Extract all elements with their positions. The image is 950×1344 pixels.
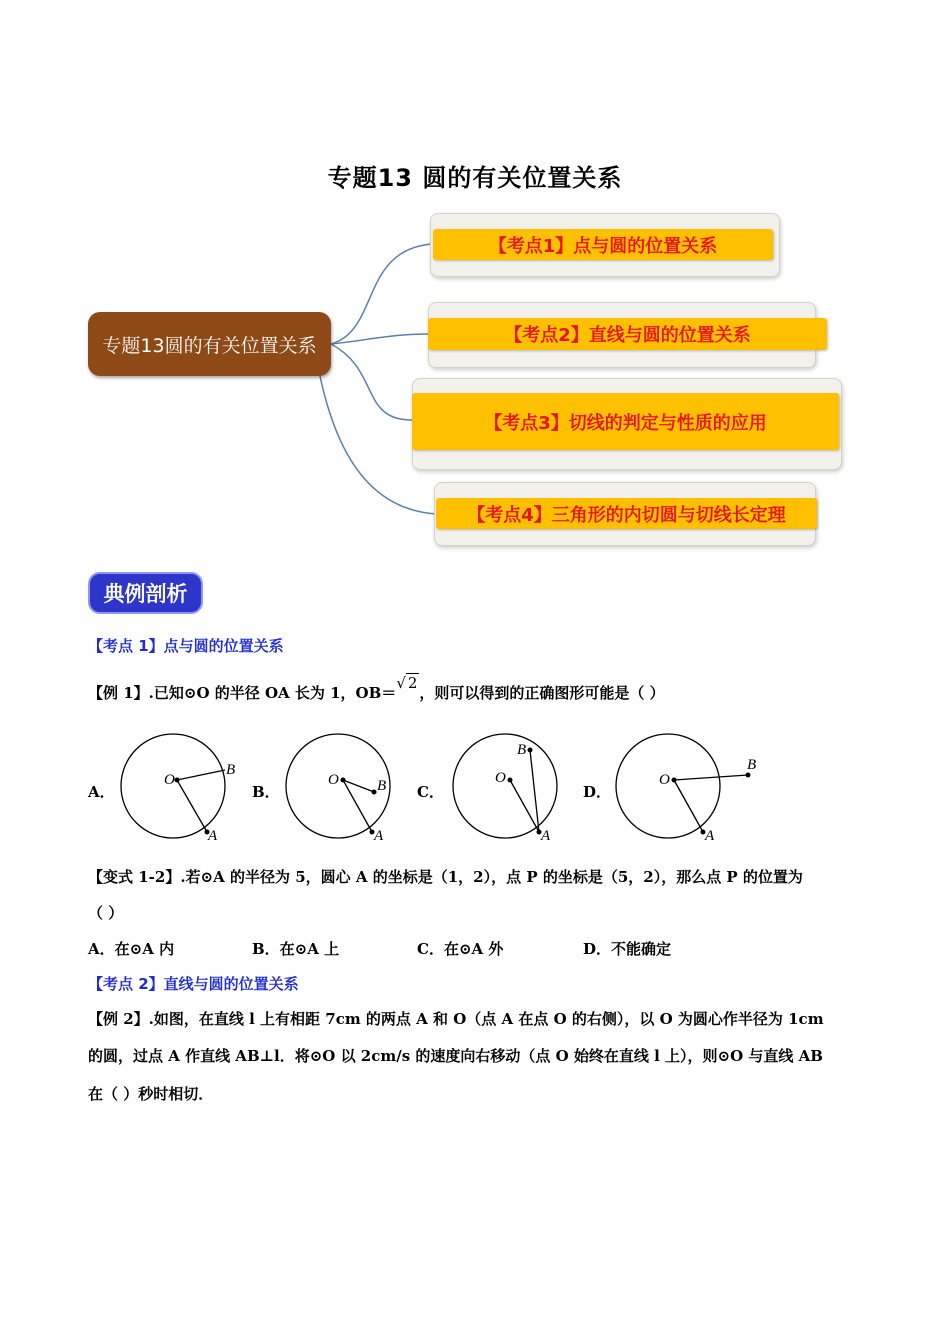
example-2-tag: 【例 2】 bbox=[88, 1010, 149, 1028]
choice-b: B．在⊙A 上 bbox=[252, 940, 340, 958]
example-2-line1 bbox=[88, 1008, 824, 1029]
fig-a-o: O bbox=[164, 772, 175, 788]
variant-1-2-text: .若⊙A 的半径为 5，圆心 A 的坐标是（1，2），点 P 的坐标是（5，2），那么点 P 的位置为 bbox=[180, 868, 803, 886]
example-2-text-1: .如图，在直线 l 上有相距 7cm 的两点 A 和 O（点 A 在点 O 的右侧），以 O 为圆心作半径为 1cm bbox=[148, 1010, 824, 1028]
fig-c-b: B bbox=[517, 742, 527, 758]
example-2-line2: 的圆，过点 A 作直线 AB⊥l．将⊙O 以 2cm/s 的速度向右移动（点 O 始终在直线 l 上），则⊙O 与直线 AB bbox=[88, 1047, 823, 1065]
connector-1 bbox=[331, 244, 432, 344]
example-1-text-after: ，则可以得到的正确图形可能是（ ） bbox=[419, 684, 665, 702]
connector-3 bbox=[331, 344, 412, 420]
example-1-tag: 【例 1】 bbox=[88, 684, 149, 702]
fig-b-a: A bbox=[374, 828, 384, 844]
kaodian-1-heading: 【考点 1】点与圆的位置关系 bbox=[88, 637, 284, 655]
kaodian-2-heading: 【考点 2】直线与圆的位置关系 bbox=[88, 975, 299, 993]
fig-d-o: O bbox=[659, 772, 670, 788]
variant-1-2-line1 bbox=[88, 866, 803, 887]
choice-d: D．不能确定 bbox=[583, 940, 672, 958]
variant-1-2-line2: （ ） bbox=[88, 904, 124, 922]
fig-b-o: O bbox=[328, 772, 339, 788]
sqrt-symbol: √ 2 bbox=[396, 674, 418, 692]
branch-4: 【考点4】三角形的内切圆与切线长定理 bbox=[436, 498, 817, 529]
option-d-label: D． bbox=[583, 783, 612, 801]
figure-c bbox=[448, 728, 573, 846]
figure-a bbox=[115, 728, 240, 846]
branch-3: 【考点3】切线的判定与性质的应用 bbox=[412, 393, 839, 450]
sqrt-radicand: 2 bbox=[407, 674, 418, 692]
mindmap-root: 专题13圆的有关位置关系 bbox=[88, 312, 331, 376]
branch-1: 【考点1】点与圆的位置关系 bbox=[433, 229, 773, 260]
fig-c-a: A bbox=[541, 828, 551, 844]
fig-a-a: A bbox=[208, 828, 218, 844]
branch-2: 【考点2】直线与圆的位置关系 bbox=[428, 318, 827, 350]
page-title: 专题13 圆的有关位置关系 bbox=[327, 164, 623, 192]
fig-b-b: B bbox=[377, 778, 387, 794]
option-a-label: A． bbox=[88, 783, 115, 801]
fig-c-o: O bbox=[495, 770, 506, 786]
choice-a: A．在⊙A 内 bbox=[88, 940, 175, 958]
choice-c: C．在⊙A 外 bbox=[417, 940, 504, 958]
figure-d bbox=[612, 728, 772, 846]
variant-1-2-tag: 【变式 1-2】 bbox=[88, 868, 181, 886]
example-1-line bbox=[88, 674, 665, 703]
fig-d-a: A bbox=[705, 828, 715, 844]
fig-d-b: B bbox=[747, 757, 757, 773]
example-2-line3: 在（ ）秒时相切． bbox=[88, 1085, 214, 1103]
fig-a-b: B bbox=[226, 762, 236, 778]
figure-b bbox=[281, 728, 406, 846]
option-b-label: B． bbox=[252, 783, 280, 801]
section-badge: 典例剖析 bbox=[88, 572, 203, 614]
example-1-text-before: .已知⊙O 的半径 OA 长为 1，OB＝ bbox=[148, 684, 397, 702]
option-c-label: C． bbox=[417, 783, 444, 801]
